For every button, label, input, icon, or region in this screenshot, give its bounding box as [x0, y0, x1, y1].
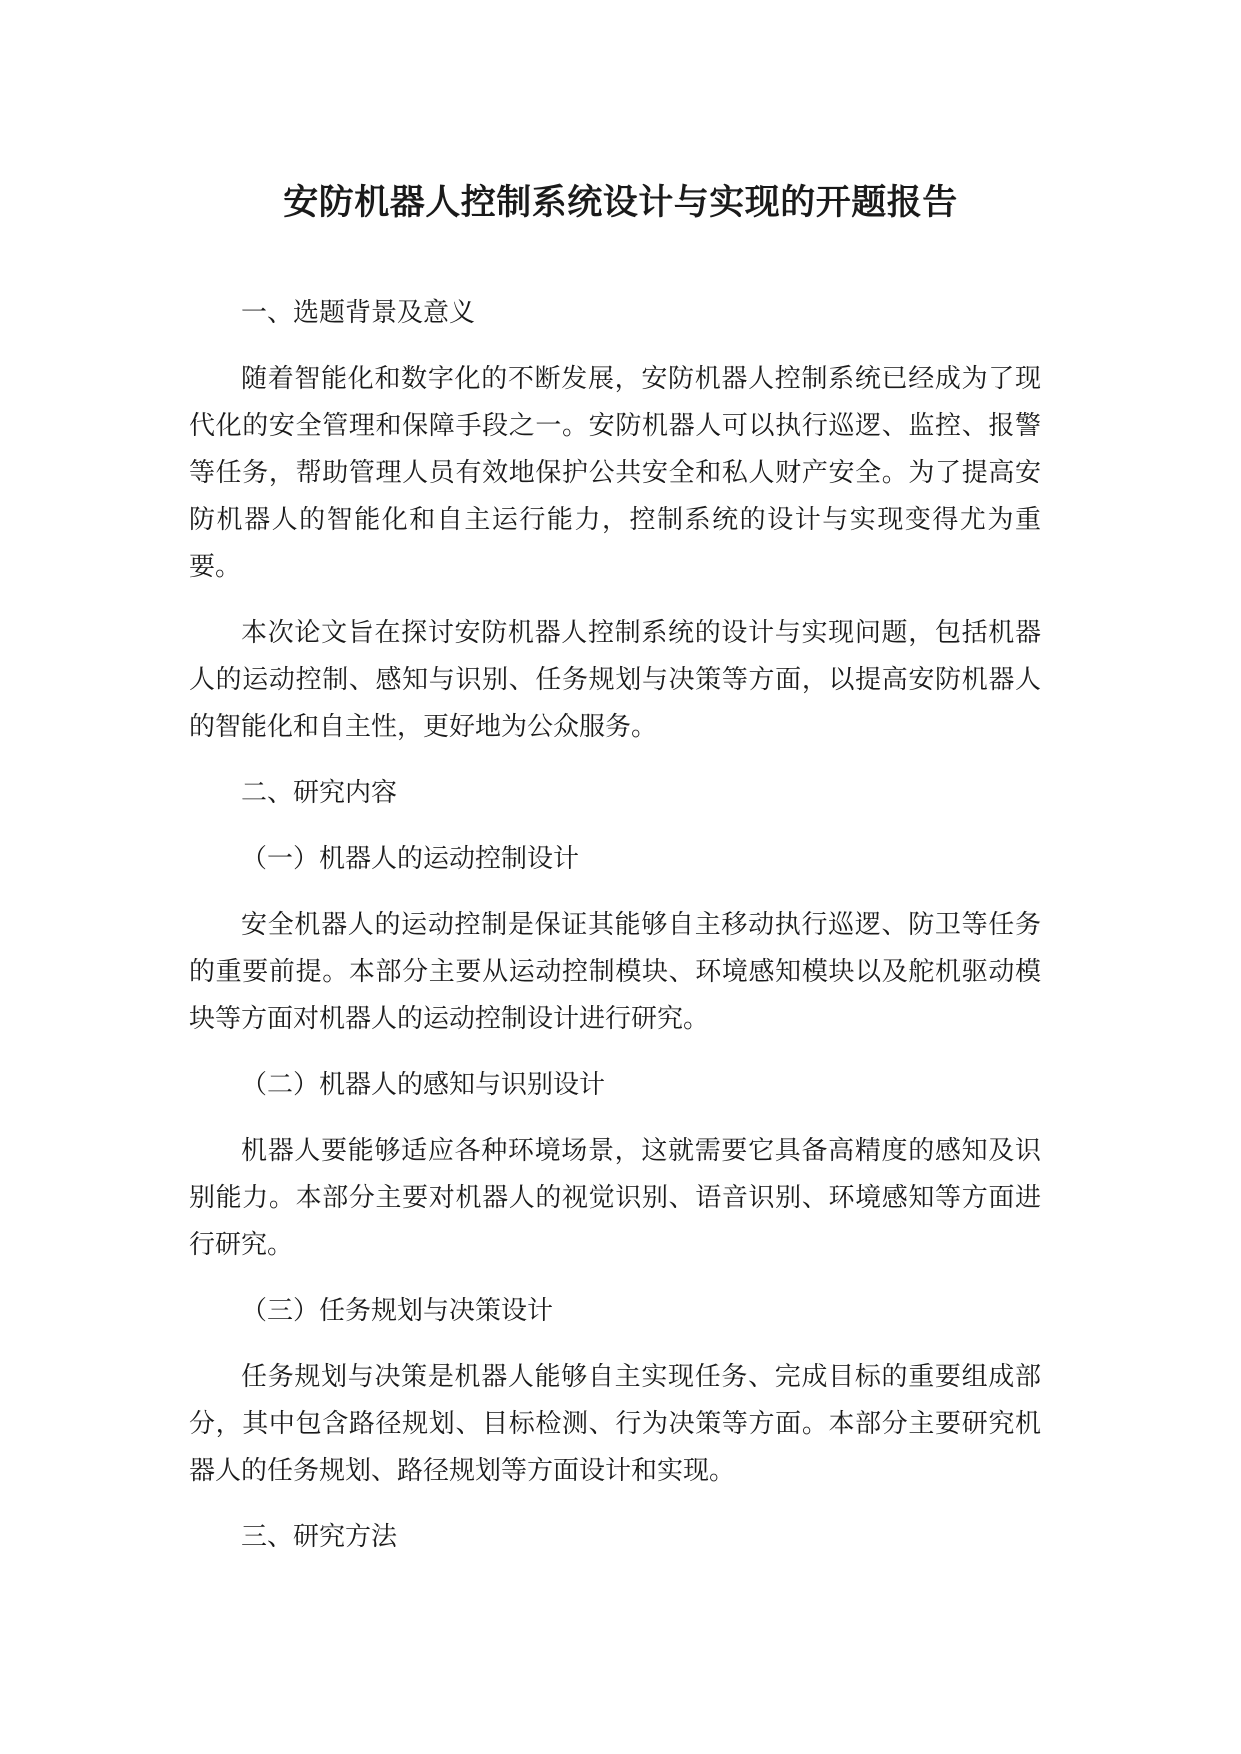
subsection-heading-perception: （二）机器人的感知与识别设计 [241, 1070, 606, 1100]
paragraph-background-1: 随着智能化和数字化的不断发展，安防机器人控制系统已经成为了现代化的安全管理和保障手段之一。安防机器人可以执行巡逻、监控、报警等任务，帮助管理人员有效地保护公共安全和私人财产安全。为了提高安防机器人的智能化和自主运行能力，控制系统的设计与实现变得尤为重要。 [189, 364, 1041, 582]
paragraph-planning: 任务规划与决策是机器人能够自主实现任务、完成目标的重要组成部分，其中包含路径规划、目标检测、行为决策等方面。本部分主要研究机器人的任务规划、路径规划等方面设计和实现。 [189, 1362, 1041, 1486]
paragraph-motion-control: 安全机器人的运动控制是保证其能够自主移动执行巡逻、防卫等任务的重要前提。本部分主要从运动控制模块、环境感知模块以及舵机驱动模块等方面对机器人的运动控制设计进行研究。 [189, 910, 1041, 1034]
document-title: 安防机器人控制系统设计与实现的开题报告 [283, 183, 958, 223]
section-heading-methods: 三、研究方法 [241, 1522, 398, 1552]
subsection-heading-planning: （三）任务规划与决策设计 [241, 1296, 554, 1326]
section-heading-research-content: 二、研究内容 [241, 778, 398, 808]
subsection-heading-motion-control: （一）机器人的运动控制设计 [241, 844, 580, 874]
paragraph-perception: 机器人要能够适应各种环境场景，这就需要它具备高精度的感知及识别能力。本部分主要对机器人的视觉识别、语音识别、环境感知等方面进行研究。 [189, 1136, 1041, 1260]
document-body [189, 290, 1041, 1580]
section-heading-background: 一、选题背景及意义 [241, 298, 476, 328]
paragraph-background-2: 本次论文旨在探讨安防机器人控制系统的设计与实现问题，包括机器人的运动控制、感知与识别、任务规划与决策等方面，以提高安防机器人的智能化和自主性，更好地为公众服务。 [189, 618, 1041, 742]
